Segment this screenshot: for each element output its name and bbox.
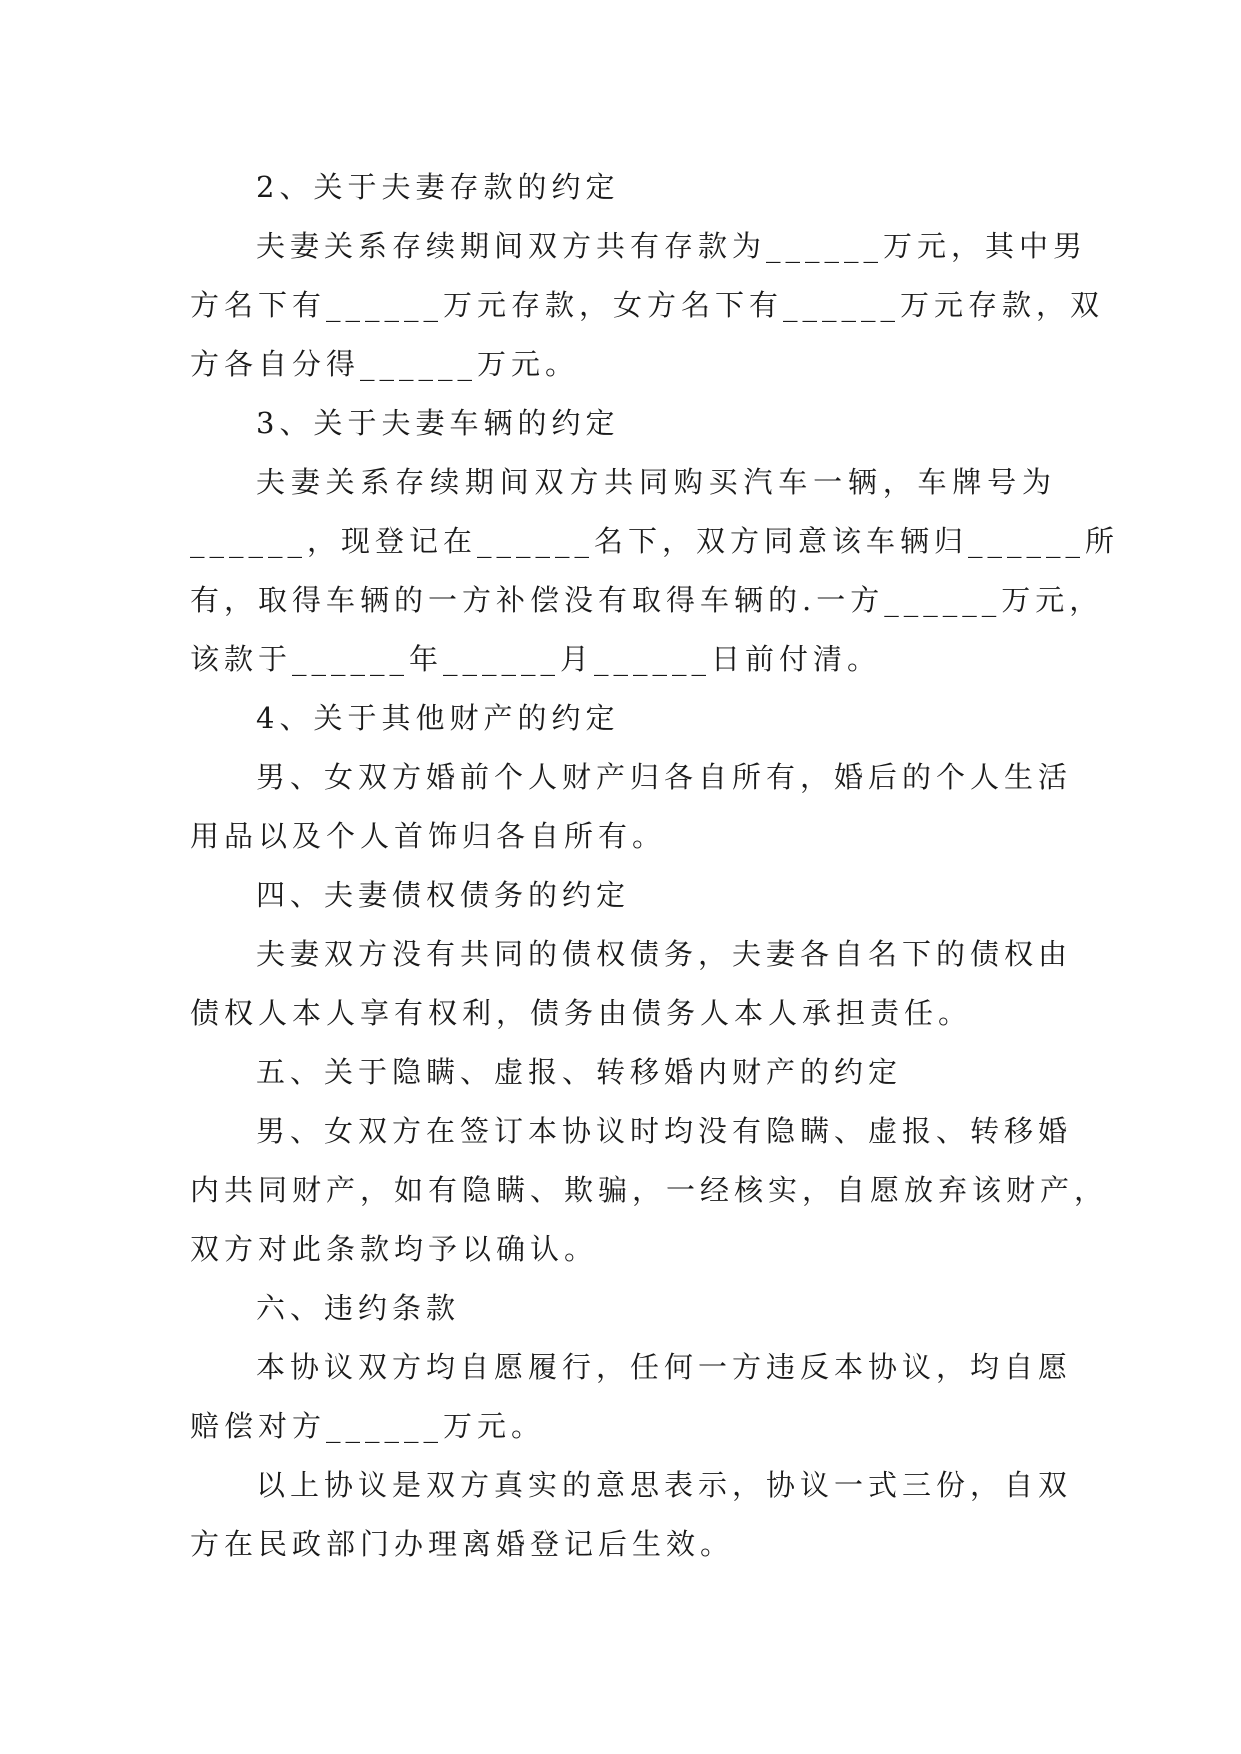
paragraph-line: 夫妻关系存续期间双方共同购买汽车一辆，车牌号为 bbox=[256, 465, 1056, 499]
paragraph-line: 有，取得车辆的一方补偿没有取得车辆的.一方______万元， bbox=[190, 583, 1104, 617]
section-heading-debts: 四、夫妻债权债务的约定 bbox=[256, 878, 631, 912]
paragraph-line: 本协议双方均自愿履行，任何一方违反本协议，均自愿 bbox=[256, 1350, 1073, 1384]
paragraph-line: 夫妻双方没有共同的债权债务，夫妻各自名下的债权由 bbox=[256, 937, 1073, 971]
paragraph-line: 夫妻关系存续期间双方共有存款为______万元，其中男 bbox=[256, 229, 1088, 263]
document-page bbox=[190, 158, 1120, 1574]
paragraph-line: 男、女双方在签订本协议时均没有隐瞒、虚报、转移婚 bbox=[256, 1114, 1073, 1148]
paragraph-line: 债权人本人享有权利，债务由债务人本人承担责任。 bbox=[190, 996, 973, 1030]
paragraph-line: 赔偿对方______万元。 bbox=[190, 1409, 546, 1443]
paragraph-line: 双方对此条款均予以确认。 bbox=[190, 1232, 599, 1266]
section-heading-breach: 六、违约条款 bbox=[256, 1291, 461, 1325]
section-heading-vehicle: 3、关于夫妻车辆的约定 bbox=[256, 406, 620, 440]
section-heading-savings: 2、关于夫妻存款的约定 bbox=[256, 170, 620, 204]
paragraph-line: 方各自分得______万元。 bbox=[190, 347, 580, 381]
paragraph-line: 方名下有______万元存款，女方名下有______万元存款，双 bbox=[190, 288, 1105, 322]
paragraph-line: 该款于______年______月______日前付清。 bbox=[190, 642, 882, 676]
paragraph-line: 内共同财产，如有隐瞒、欺骗，一经核实，自愿放弃该财产， bbox=[190, 1173, 1109, 1207]
paragraph-line: 男、女双方婚前个人财产归各自所有，婚后的个人生活 bbox=[256, 760, 1073, 794]
paragraph-line: 方在民政部门办理离婚登记后生效。 bbox=[190, 1527, 735, 1561]
paragraph-line: 用品以及个人首饰归各自所有。 bbox=[190, 819, 667, 853]
section-heading-concealment: 五、关于隐瞒、虚报、转移婚内财产的约定 bbox=[256, 1055, 903, 1089]
paragraph-line: 以上协议是双方真实的意思表示，协议一式三份，自双 bbox=[256, 1468, 1073, 1502]
section-heading-other-property: 4、关于其他财产的约定 bbox=[256, 701, 620, 735]
paragraph-line: ______，现登记在______名下，双方同意该车辆归______所 bbox=[190, 524, 1120, 558]
